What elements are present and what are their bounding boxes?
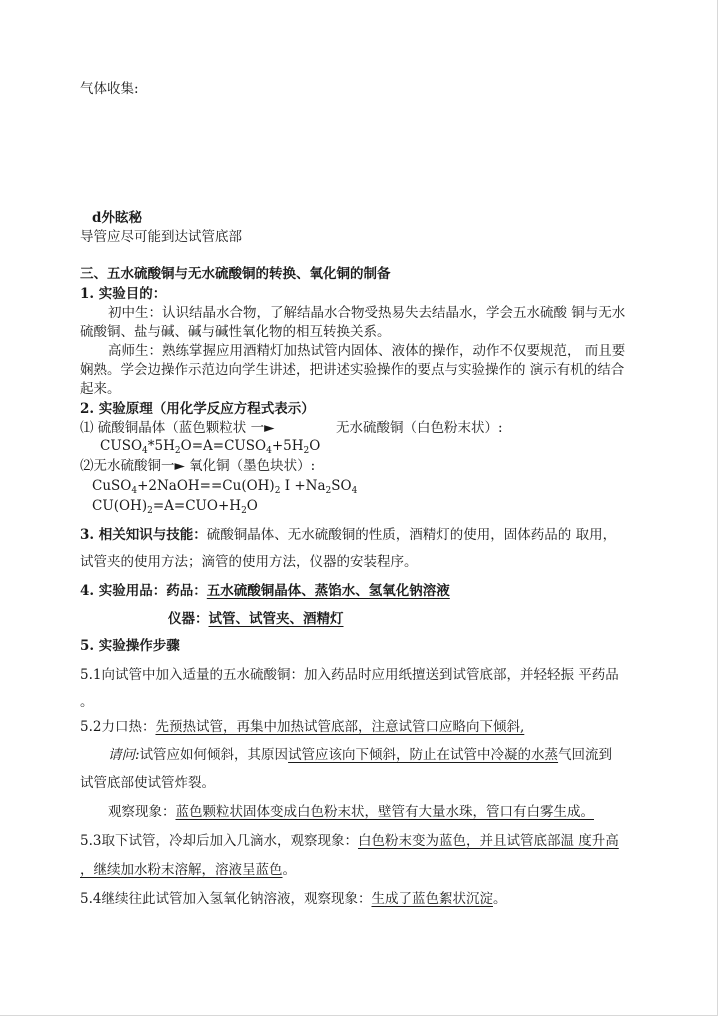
observation-1: 观察现象：蓝色颗粒状固体变成白色粉末状，壁管有大量水珠，管口有白雾生成。: [108, 804, 594, 820]
knowledge-text1: 硫酸铜晶体、无水硫酸铜的性质，酒精灯的使用，固体药品的 取用，: [206, 527, 617, 543]
question-label: 请问:: [108, 747, 140, 763]
knowledge-heading: 3. 相关知识与技能：: [80, 527, 207, 543]
equation-1: $CUSO_4*5H_2O=A=CUSO_4+5H_2O$: [100, 438, 321, 456]
reagents-list: 五水硫酸铜晶体、蒸馅水、氢氧化钠溶液: [206, 583, 450, 599]
objective-senior-line3: 起来。: [80, 381, 121, 397]
equation-3: $CU(OH)_2=A=CUO+H_2O$: [92, 498, 258, 516]
step-5-2-underlined: 先预热试管，再集中加热试管底部，注意试管口应略向下倾斜,: [155, 719, 525, 735]
objective-senior-line1: [80, 342, 625, 360]
objective-senior-text1: 高师生：熟练掌握应用酒精灯加热试管内固体、液体的操作，动作不仅要规范， 而且要: [108, 343, 626, 359]
instruments-line: [168, 610, 344, 628]
step-5-3-underlined: 白色粉末变为蓝色，并且试管底部温 度升高: [357, 833, 619, 849]
step-5-3-result: 溶液呈蓝色: [215, 862, 283, 878]
gas-collection-label: 气体收集:: [80, 81, 139, 97]
reaction1-right: 无水硫酸铜（白色粉末状）:: [336, 420, 503, 436]
question-answer-underlined: 试管应该向下倾斜，防止在试管中冷凝的水蒸: [288, 747, 559, 763]
objective-junior-text1: 初中生：认识结晶水合物，了解结晶水合物受热易失去结晶水，学会五水硫酸 铜与无水: [108, 305, 626, 321]
note-text: 导管应尽可能到达试管底部: [80, 229, 242, 245]
reaction1-left: ⑴ 硫酸铜晶体（蓝色颗粒状 一►: [80, 420, 275, 436]
step-5-4: 5.4继续往此试管加入氢氧化钠溶液，观察现象：生成了蓝色絮状沉淀。: [80, 891, 507, 907]
objective-heading: 1. 实验目的：: [80, 286, 167, 302]
materials-line: [80, 582, 450, 600]
step-5-3-line2: ，继续加水粉末溶解，溶液呈蓝色。: [80, 862, 296, 878]
procedure-heading: 5. 实验操作步骤: [80, 638, 180, 654]
step-5-2: 5.2力口热：先预热试管，再集中加热试管底部，注意试管口应略向下倾斜,: [80, 719, 525, 735]
step-5-3-line1: 5.3取下试管，冷却后加入几滴水，观察现象：白色粉末变为蓝色，并且试管底部温 度升高: [80, 833, 619, 849]
principle-heading: 2. 实验原理（用化学反应方程式表示）: [80, 401, 315, 417]
note-heading: d外眩秘: [92, 210, 142, 226]
objective-junior-line2: 硫酸铜、盐与碱、碱与碱性氧化物的相互转换关系。: [80, 324, 391, 340]
observation-1-underlined: 蓝色颗粒状固体变成白色粉末状，壁管有大量水珠，管口有白雾生成。: [175, 804, 594, 820]
section-title: 三、五水硫酸铜与无水硫酸铜的转换、氧化铜的制备: [80, 266, 391, 282]
materials-heading: 4. 实验用品：药品：: [80, 583, 207, 599]
step-5-1-line2: 。: [80, 694, 94, 710]
question-line1: 请问:试管应如何倾斜，其原因试管应该向下倾斜，防止在试管中冷凝的水蒸气回流到: [108, 747, 613, 763]
objective-junior-line1: [80, 304, 625, 322]
knowledge-line1: [80, 526, 616, 544]
instruments-label: 仪器：: [168, 611, 209, 627]
instruments-list: 试管、试管夹、酒精灯: [208, 611, 344, 627]
objective-senior-line2: 娴熟。学会边操作示范边向学生讲述，把讲述实验操作的要点与实验操作的 演示有机的结合: [80, 362, 625, 378]
question-line2: 试管底部使试管炸裂。: [80, 775, 215, 791]
equation-2: $CuSO_4+2NaOH==Cu(OH)_2$ $I +Na_2SO_4$: [92, 478, 358, 496]
knowledge-line2: 试管夹的使用方法；滴管的使用方法，仪器的安装程序。: [80, 554, 418, 570]
step-5-4-underlined: 生成了蓝色絮状沉淀: [371, 891, 493, 907]
reaction2: ⑵无水硫酸铜一► 氧化铜（墨色块状）:: [80, 458, 316, 474]
step-5-1-line1: 5.1向试管中加入适量的五水硫酸铜：加入药品时应用纸擅送到试管底部，并轻轻振 平药品: [80, 667, 619, 683]
